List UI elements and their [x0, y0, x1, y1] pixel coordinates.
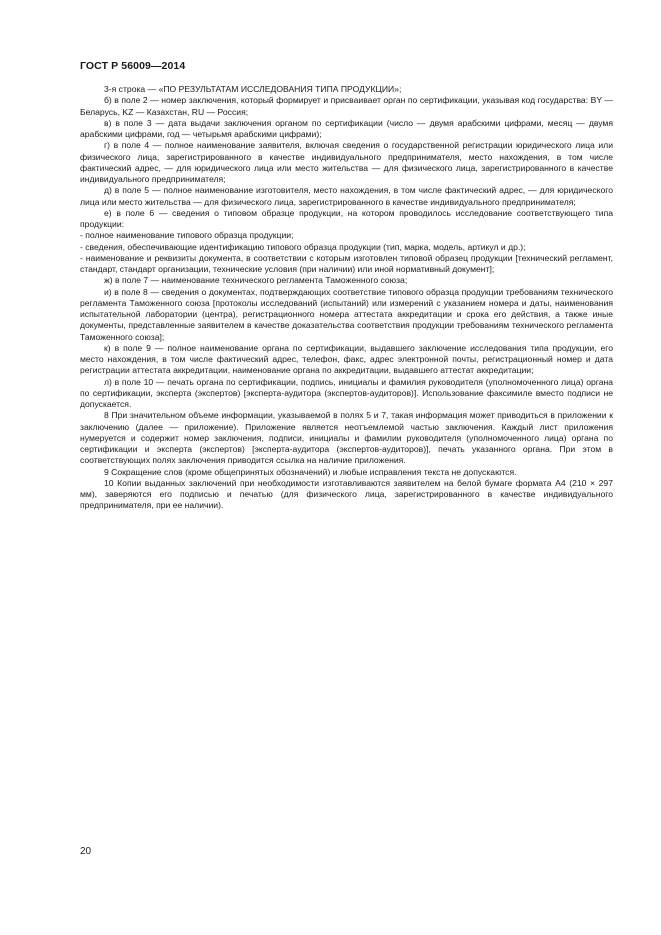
paragraph-b: б) в поле 2 — номер заключения, который формирует и присваивает орган по сертификации, указывая код государства: BY — Беларусь, KZ — Казахстан, RU — Россия; [80, 95, 613, 117]
paragraph-zh: ж) в поле 7 — наименование технического регламента Таможенного союза; [104, 275, 408, 286]
body-text [80, 84, 613, 512]
paragraph-e: е) в поле 6 — сведения о типовом образце продукции, на котором проводилось исследование соответствующего типа продукции: [80, 207, 613, 229]
list-item: - сведения, обеспечивающие идентификацию типового образца продукции (тип, марка, модель, артикул и др.); [80, 241, 526, 252]
paragraph-l: л) в поле 10 — печать органа по сертификации, подпись, инициалы и фамилия руководителя (уполномоченного лица) органа по сертификации, эксперта (экспертов) [эксперта-аудитора (экспертов-аудиторов)]. Использование факсимиле вместо подписи не допускается. [80, 376, 613, 409]
paragraph-10: 10 Копии выданных заключений при необходимости изготавливаются заявителем на белой бумаге формата А4 (210 × 297 мм), заверяются его подписью и печатью (для физического лица, зарегистрированного в качестве индивидуального предпринимателя, при ее наличии). [80, 477, 613, 511]
paragraph-k: к) в поле 9 — полное наименование органа по сертификации, выдавшего заключение исследования типа продукции, его место нахождения, в том числе фактический адрес, телефон, факс, адрес электронной почты, регистрационный номер и дата регистрации аттестата аккредитации, наименование органа по аккредитации, выдавшего аттестат аккредитации; [80, 342, 613, 376]
page-number: 20 [80, 846, 92, 857]
paragraph-i: и) в поле 8 — сведения о документах, подтверждающих соответствие типового образца продукции требованиям технического регламента Таможенного союза [протоколы исследований (испытаний) или измерений с указанием номера и даты, наименования испытательной лаборатории (центра), регистрационного номера аттестата аккредитации и срока его действия, а также иные документы, представленные заявителем в качестве доказательства соответствия продукции требованиям технического регламента Таможенного союза]; [80, 286, 613, 342]
paragraph-g: г) в поле 4 — полное наименование заявителя, включая сведения о государственной регистрации юридического лица или физического лица, зарегистрированного в качестве индивидуального предпринимателя, место нахождения, в том числе фактический адрес, — для юридического лица или место жительства — для физического лица, зарегистрированного в качестве индивидуального предпринимателя; [80, 140, 613, 184]
paragraph-v: в) в поле 3 — дата выдачи заключения органом по сертификации (число — двумя арабскими цифрами, месяц — двумя арабскими цифрами, год — четырьмя арабскими цифрами); [80, 117, 613, 139]
list-item: - наименование и реквизиты документа, в соответствии с которым изготовлен типовой образец продукции [технический регламент, стандарт, стандарт организации, технические условия (при наличии) или иной нормативный документ]; [80, 252, 613, 274]
paragraph-9: 9 Сокращение слов (кроме общепринятых обозначений) и любые исправления текста не допускаются. [104, 466, 517, 477]
paragraph-d: д) в поле 5 — полное наименование изготовителя, место нахождения, в том числе фактический адрес, — для юридического лица или место жительства — для физического лица, зарегистрированного в качестве индивидуального предпринимателя; [80, 185, 613, 207]
list-item: - полное наименование типового образца продукции; [80, 230, 294, 241]
document-header: ГОСТ Р 56009—2014 [80, 60, 186, 72]
paragraph-line3: 3-я строка — «ПО РЕЗУЛЬТАТАМ ИССЛЕДОВАНИЯ ТИПА ПРОДУКЦИИ»; [104, 84, 402, 94]
paragraph-8: 8 При значительном объеме информации, указываемой в полях 5 и 7, такая информация может приводиться в приложении к заключению (далее — приложение). Приложение является неотъемлемой частью заключения. Каждый лист приложения нумеруется и содержит номер заключения, подписи, инициалы и фамилии руководителя (уполномоченного лица) органа по сертификации и эксперта (экспертов) [эксперта-аудитора (экспертов-аудиторов)], печать указанного органа. При этом в соответствующих полях заключения приводится ссылка на наличие приложения. [80, 410, 613, 466]
